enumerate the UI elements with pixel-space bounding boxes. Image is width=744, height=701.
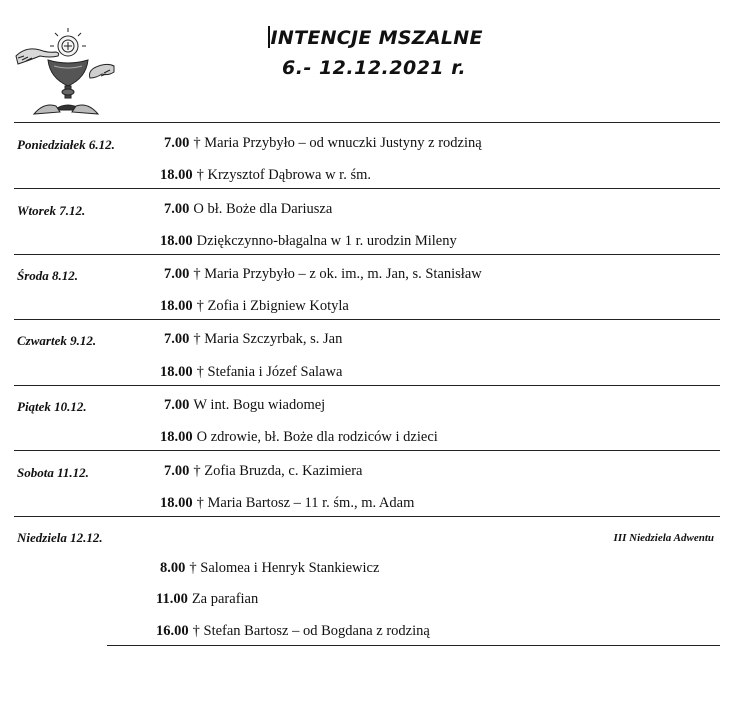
mass-entry: 7.00 † Maria Przybyło – z ok. im., m. Jan, s. Stanisław <box>164 266 482 282</box>
date-range: 6.- 12.12.2021 r. <box>282 57 467 79</box>
mass-entry: 18.00 † Maria Bartosz – 11 r. śm., m. Adam <box>160 495 415 511</box>
chalice-illustration <box>14 26 116 116</box>
mass-entry: 8.00 † Salomea i Henryk Stankiewicz <box>160 560 380 576</box>
liturgical-note: III Niedziela Adwentu <box>613 532 714 544</box>
day-label: Poniedziałek 6.12. <box>17 137 115 152</box>
mass-entry: 11.00 Za parafian <box>156 591 259 607</box>
day-label: Niedziela 12.12. <box>17 530 103 545</box>
day-label: Piątek 10.12. <box>17 399 87 414</box>
mass-entry: 7.00 † Zofia Bruzda, c. Kazimiera <box>164 463 363 479</box>
day-label: Wtorek 7.12. <box>17 203 86 218</box>
day-divider <box>14 516 720 517</box>
day-divider <box>14 254 720 255</box>
bottom-divider <box>107 645 720 646</box>
top-divider <box>14 122 720 123</box>
mass-entry: 18.00 † Krzysztof Dąbrowa w r. śm. <box>160 167 371 183</box>
day-divider <box>14 188 720 189</box>
mass-entry: 7.00 O bł. Boże dla Dariusza <box>164 201 333 217</box>
mass-entry: 18.00 Dziękczynno-błagalna w 1 r. urodzin Mileny <box>160 233 457 249</box>
day-label: Sobota 11.12. <box>17 465 89 480</box>
page-title: INTENCJE MSZALNE <box>268 26 488 49</box>
day-divider <box>14 319 720 320</box>
mass-entry: 7.00 W int. Bogu wiadomej <box>164 397 326 413</box>
mass-entry: 7.00 † Maria Szczyrbak, s. Jan <box>164 331 343 347</box>
day-divider <box>14 385 720 386</box>
mass-entry: 18.00 O zdrowie, bł. Boże dla rodziców i dzieci <box>160 429 438 445</box>
day-label: Środa 8.12. <box>17 268 79 283</box>
mass-entry: 18.00 † Zofia i Zbigniew Kotyla <box>160 298 349 314</box>
mass-entry: 18.00 † Stefania i Józef Salawa <box>160 364 343 380</box>
mass-entry: 7.00 † Maria Przybyło – od wnuczki Justyny z rodziną <box>164 135 482 151</box>
day-divider <box>14 450 720 451</box>
day-label: Czwartek 9.12. <box>17 333 97 348</box>
mass-entry: 16.00 † Stefan Bartosz – od Bogdana z rodziną <box>156 623 430 639</box>
